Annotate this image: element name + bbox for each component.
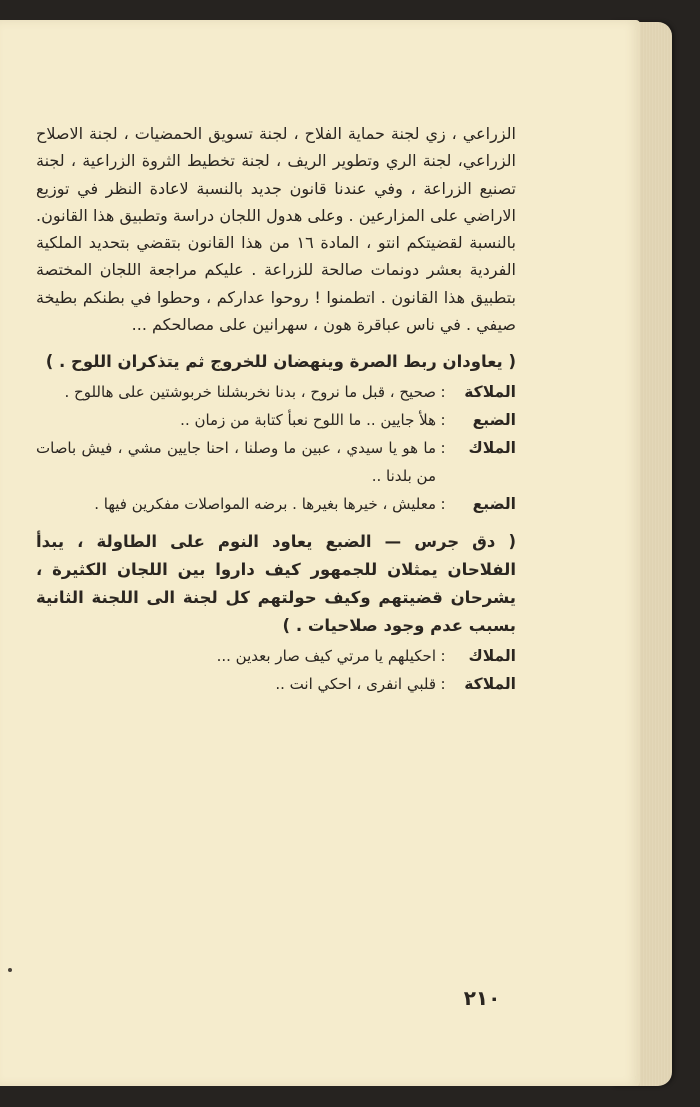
narrative-paragraph: الزراعي ، زي لجنة حماية الفلاح ، لجنة تسويق الحمضيات ، لجنة الاصلاح الزراعي، لجنة الري وتطوير الريف ، لجنة تخطيط الثروة الزراعية ، لجنة تصنيع الزراعة ، وفي عندنا قانون جديد بالنسبة لاعادة النظر في توزيع الاراضي على المزارعين . وعلى هدول اللجان دراسة وتطبيق هذا القانون. بالنسبة لقضيتكم انتو ، المادة ١٦ من هذا القانون بتقضي بتحديد الملكية الفردية بعشر دونمات صالحة للزراعة . عليكم مراجعة اللجان المختصة بتطبيق هذا القانون . اتطمنوا ! روحوا عداركم ، وحطوا في بطنكم بطيخة صيفي . في ناس عباقرة هون ، سهرانين على مصالحكم ...: [36, 124, 517, 335]
dialogue-text: قلبي انفرى ، احكي انت ..: [275, 675, 436, 694]
dialogue-text: صحيح ، قبل ما نروح ، بدنا نخربشلنا خربوشتين على هاللوح .: [64, 383, 436, 402]
page-number: ٢١٠: [463, 986, 501, 1010]
dialogue-line: [36, 406, 516, 434]
stage-direction: ( يعاودان ربط الصرة وينهضان للخروج ثم يتذكران اللوح . ): [45, 352, 516, 372]
speaker-name: الملاك: [468, 439, 516, 458]
dialogue-text: ما هو يا سيدي ، عبين ما وصلنا ، احنا جايين مشي ، فيش باصات من بلدنا ..: [36, 439, 436, 486]
dialogue-text: معليش ، خيرها بغيرها . برضه المواصلات مفكرين فيها .: [94, 495, 436, 514]
ink-speck: [8, 968, 12, 972]
speaker-name: الملاكة: [464, 675, 516, 694]
dialogue-line: [36, 490, 516, 518]
page-text: [36, 120, 516, 698]
speaker-name: الضبع: [472, 411, 516, 430]
colon: :: [440, 383, 446, 402]
dialogue-text: هلأ جايين .. ما اللوح نعبأ كتابة من زمان ..: [180, 411, 436, 430]
colon: :: [440, 411, 446, 430]
dialogue-line: [36, 378, 516, 406]
speaker-name: الملاك: [468, 647, 516, 666]
colon: :: [440, 647, 446, 666]
dialogue-line: [36, 434, 516, 490]
colon: :: [440, 675, 446, 694]
colon: :: [440, 495, 446, 514]
dialogue-text: احكيلهم يا مرتي كيف صار بعدين ...: [216, 647, 436, 666]
stage-direction: ( دق جرس — الضبع يعاود النوم على الطاولة ، يبدأ الفلاحان يمثلان للجمهور كيف داروا بين اللجان الكثيرة ، يشرحان قضيتهم وكيف حولتهم كل لجنة الى اللجنة الثانية بسبب عدم وجود صلاحيات . ): [36, 532, 516, 636]
dialogue-line: [36, 670, 516, 698]
dialogue-line: [36, 642, 516, 670]
speaker-name: الضبع: [472, 495, 516, 514]
speaker-name: الملاكة: [464, 383, 516, 402]
colon: :: [440, 439, 446, 458]
